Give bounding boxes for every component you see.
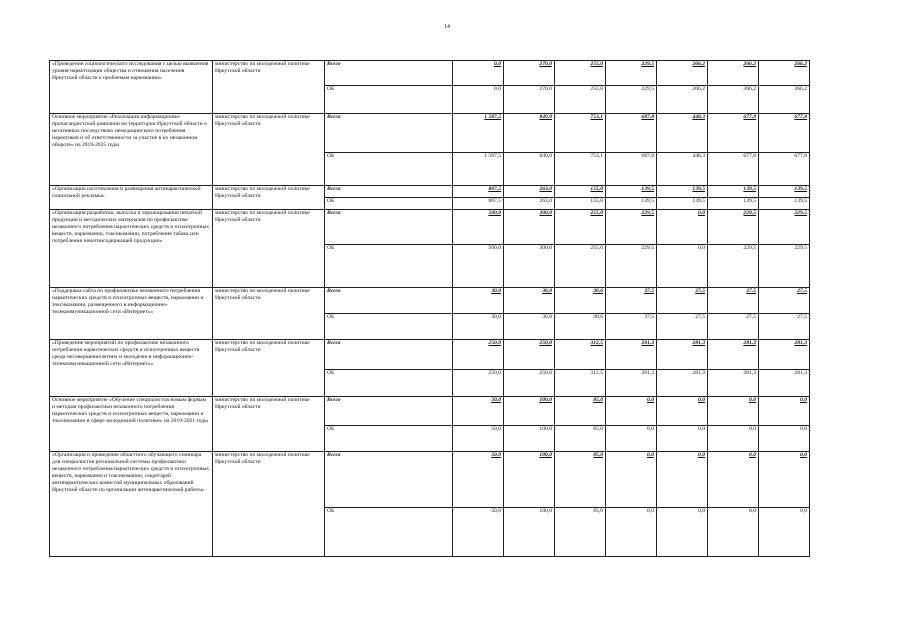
- amount-cell: 0,0: [708, 452, 759, 508]
- amount-cell: 500,0: [453, 210, 504, 245]
- amount-cell: 0,0: [453, 61, 504, 86]
- table-row: [50, 288, 810, 314]
- amount-cell: 266,2: [657, 86, 708, 114]
- amount-cell: 0,0: [759, 452, 810, 508]
- amount-cell: 266,2: [657, 61, 708, 86]
- amount-cell: 266,2: [708, 86, 759, 114]
- amount-cell: 849,0: [504, 114, 555, 153]
- amount-cell: 448,3: [657, 153, 708, 186]
- amount-cell: 0,0: [606, 508, 657, 557]
- activity-name: «Организация и проведение областного обучающего семинара для специалистов региональной системы профилактики незаконного потребления наркотических средств и психотропных веществ, наркомании и токсикомании, секретарей антинаркотических комиссий муниципальных образований Иркутской области по организации антинаркотической работы»: [50, 452, 213, 557]
- source-label-ob: ОБ: [325, 245, 453, 288]
- amount-cell: 281,3: [759, 340, 810, 370]
- activity-name: «Организация изготовления и размещения антинаркотической социальной рекламы»: [50, 186, 213, 210]
- activity-name: «Проведение социологического исследования с целью выявления уровня наркотизации общества и отношения населения Иркутской области к проблемам наркомании»: [50, 61, 213, 114]
- source-label-total: Всего: [325, 114, 453, 153]
- source-label-total: Всего: [325, 452, 453, 508]
- amount-cell: 85,0: [555, 508, 606, 557]
- source-label-total: Всего: [325, 61, 453, 86]
- amount-cell: 677,8: [708, 114, 759, 153]
- source-label-ob: ОБ: [325, 86, 453, 114]
- executor: министерство по молодежной политике Иркутской области: [213, 288, 325, 340]
- amount-cell: 250,0: [504, 340, 555, 370]
- amount-cell: 677,8: [759, 153, 810, 186]
- amount-cell: 50,0: [453, 508, 504, 557]
- source-label-total: Всего: [325, 340, 453, 370]
- amount-cell: 0,0: [708, 397, 759, 426]
- table-row: [50, 340, 810, 370]
- amount-cell: 139,5: [708, 198, 759, 210]
- amount-cell: 229,5: [606, 245, 657, 288]
- amount-cell: 100,0: [504, 452, 555, 508]
- amount-cell: 255,0: [555, 245, 606, 288]
- amount-cell: 255,0: [555, 61, 606, 86]
- amount-cell: 155,0: [555, 198, 606, 210]
- amount-cell: 255,0: [555, 86, 606, 114]
- amount-cell: 0,0: [759, 426, 810, 452]
- amount-cell: 30,0: [453, 314, 504, 340]
- amount-cell: 281,3: [708, 370, 759, 397]
- amount-cell: 229,5: [606, 86, 657, 114]
- amount-cell: 687,8: [606, 153, 657, 186]
- amount-cell: 849,0: [504, 153, 555, 186]
- amount-cell: 753,1: [555, 153, 606, 186]
- amount-cell: 229,5: [759, 245, 810, 288]
- amount-cell: 27,5: [657, 288, 708, 314]
- amount-cell: 270,0: [504, 86, 555, 114]
- table-row: [50, 186, 810, 198]
- executor: министерство по молодежной политике Иркутской области: [213, 452, 325, 557]
- amount-cell: 677,8: [759, 114, 810, 153]
- source-label-ob: ОБ: [325, 153, 453, 186]
- executor: министерство по молодежной политике Иркутской области: [213, 114, 325, 186]
- activity-name: «Проведение мероприятий по профилактике незаконного потребления наркотических средств и психотропных веществ среди несовершеннолетних и молодежи в информационно-телекоммуникационной сети «Интернет»»: [50, 340, 213, 397]
- amount-cell: 50,0: [453, 452, 504, 508]
- amount-cell: 229,5: [606, 61, 657, 86]
- amount-cell: 229,5: [759, 210, 810, 245]
- amount-cell: 250,0: [453, 370, 504, 397]
- activity-name: Основное мероприятие «Обучение специалистов новым формам и методам профилактики незаконного потребления наркотических средств и психотропных веществ, наркомании и токсикомании в сфере молодежной политики» на 2019-2021 годы: [50, 397, 213, 452]
- amount-cell: 50,0: [453, 397, 504, 426]
- amount-cell: 0,0: [759, 397, 810, 426]
- amount-cell: 229,5: [708, 210, 759, 245]
- amount-cell: 0,0: [657, 397, 708, 426]
- amount-cell: 281,3: [708, 340, 759, 370]
- amount-cell: 85,0: [555, 397, 606, 426]
- amount-cell: 139,5: [708, 186, 759, 198]
- amount-cell: 0,0: [606, 397, 657, 426]
- executor: министерство по молодежной политике Иркутской области: [213, 340, 325, 397]
- amount-cell: 100,0: [504, 397, 555, 426]
- executor: министерство по молодежной политике Иркутской области: [213, 186, 325, 210]
- amount-cell: 255,0: [555, 210, 606, 245]
- source-label-total: Всего: [325, 397, 453, 426]
- amount-cell: 30,0: [453, 288, 504, 314]
- amount-cell: 281,3: [606, 370, 657, 397]
- amount-cell: 807,5: [453, 186, 504, 198]
- amount-cell: 139,5: [657, 198, 708, 210]
- amount-cell: 677,8: [708, 153, 759, 186]
- source-label-ob: ОБ: [325, 314, 453, 340]
- amount-cell: 229,5: [606, 210, 657, 245]
- amount-cell: 300,0: [504, 245, 555, 288]
- amount-cell: 281,3: [606, 340, 657, 370]
- amount-cell: 30,6: [555, 314, 606, 340]
- source-label-total: Всего: [325, 288, 453, 314]
- amount-cell: 0,0: [657, 452, 708, 508]
- amount-cell: 281,3: [657, 340, 708, 370]
- table-row: [50, 210, 810, 245]
- amount-cell: 270,0: [504, 61, 555, 86]
- source-label-ob: ОБ: [325, 508, 453, 557]
- amount-cell: 807,5: [453, 198, 504, 210]
- amount-cell: 312,5: [555, 370, 606, 397]
- amount-cell: 281,3: [657, 370, 708, 397]
- table-row: [50, 61, 810, 86]
- table-row: [50, 114, 810, 153]
- amount-cell: 85,0: [555, 452, 606, 508]
- amount-cell: 27,5: [759, 288, 810, 314]
- amount-cell: 36,0: [504, 314, 555, 340]
- amount-cell: 250,0: [453, 340, 504, 370]
- amount-cell: 37,5: [606, 288, 657, 314]
- amount-cell: 0,0: [657, 508, 708, 557]
- amount-cell: 263,0: [504, 198, 555, 210]
- amount-cell: 100,0: [504, 426, 555, 452]
- executor: министерство по молодежной политике Иркутской области: [213, 397, 325, 452]
- amount-cell: 266,2: [759, 61, 810, 86]
- amount-cell: 0,0: [708, 508, 759, 557]
- amount-cell: 50,0: [453, 426, 504, 452]
- amount-cell: 266,2: [708, 61, 759, 86]
- table-row: [50, 452, 810, 508]
- executor: министерство по молодежной политике Иркутской области: [213, 61, 325, 114]
- amount-cell: 1 587,5: [453, 114, 504, 153]
- amount-cell: 263,0: [504, 186, 555, 198]
- executor: министерство по молодежной политике Иркутской области: [213, 210, 325, 288]
- amount-cell: 0,0: [657, 245, 708, 288]
- amount-cell: 27,5: [708, 314, 759, 340]
- budget-table: [49, 60, 810, 557]
- activity-name: «Поддержка сайта по профилактике незаконного потребления наркотических средств и психотропных веществ, наркомании и токсикомании, размещенного в информационно-телекоммуникационной сети «Интернет»»: [50, 288, 213, 340]
- amount-cell: 0,0: [708, 426, 759, 452]
- amount-cell: 0,0: [759, 508, 810, 557]
- amount-cell: 139,5: [606, 198, 657, 210]
- amount-cell: 0,0: [606, 426, 657, 452]
- amount-cell: 281,3: [759, 370, 810, 397]
- amount-cell: 500,0: [453, 245, 504, 288]
- amount-cell: 30,6: [555, 288, 606, 314]
- amount-cell: 266,2: [759, 86, 810, 114]
- source-label-total: Всего: [325, 210, 453, 245]
- amount-cell: 27,5: [759, 314, 810, 340]
- source-label-ob: ОБ: [325, 198, 453, 210]
- source-label-ob: ОБ: [325, 426, 453, 452]
- amount-cell: 139,5: [606, 186, 657, 198]
- amount-cell: 36,0: [504, 288, 555, 314]
- amount-cell: 100,0: [504, 508, 555, 557]
- amount-cell: 300,0: [504, 210, 555, 245]
- amount-cell: 753,1: [555, 114, 606, 153]
- amount-cell: 139,5: [759, 198, 810, 210]
- amount-cell: 0,0: [657, 426, 708, 452]
- source-label-ob: ОБ: [325, 370, 453, 397]
- amount-cell: 85,0: [555, 426, 606, 452]
- source-label-total: Всего: [325, 186, 453, 198]
- page-number: 14: [444, 24, 450, 30]
- amount-cell: 27,5: [708, 288, 759, 314]
- amount-cell: 0,0: [657, 210, 708, 245]
- table-row: [50, 397, 810, 426]
- activity-name: «Организация разработки, выпуска и тиражирования печатной продукции и методических материалов по профилактике незаконного потребления наркотических средств и психотропных веществ, наркомании, токсикомании, потребления табака или потребления никотинсодержащей продукции»: [50, 210, 213, 288]
- amount-cell: 448,3: [657, 114, 708, 153]
- amount-cell: 37,5: [606, 314, 657, 340]
- amount-cell: 687,8: [606, 114, 657, 153]
- amount-cell: 139,5: [759, 186, 810, 198]
- amount-cell: 312,5: [555, 340, 606, 370]
- amount-cell: 0,0: [606, 452, 657, 508]
- amount-cell: 0,0: [453, 86, 504, 114]
- amount-cell: 139,5: [657, 186, 708, 198]
- activity-name: Основное мероприятие «Реализация информационно-пропагандистской кампании на территории Иркутской области о негативных последствиях немедицинского потребления наркотиков и об ответственности за участие в их незаконном обороте» на 2019-2025 годы: [50, 114, 213, 186]
- amount-cell: 27,5: [657, 314, 708, 340]
- amount-cell: 1 587,5: [453, 153, 504, 186]
- amount-cell: 250,0: [504, 370, 555, 397]
- amount-cell: 155,0: [555, 186, 606, 198]
- amount-cell: 229,5: [708, 245, 759, 288]
